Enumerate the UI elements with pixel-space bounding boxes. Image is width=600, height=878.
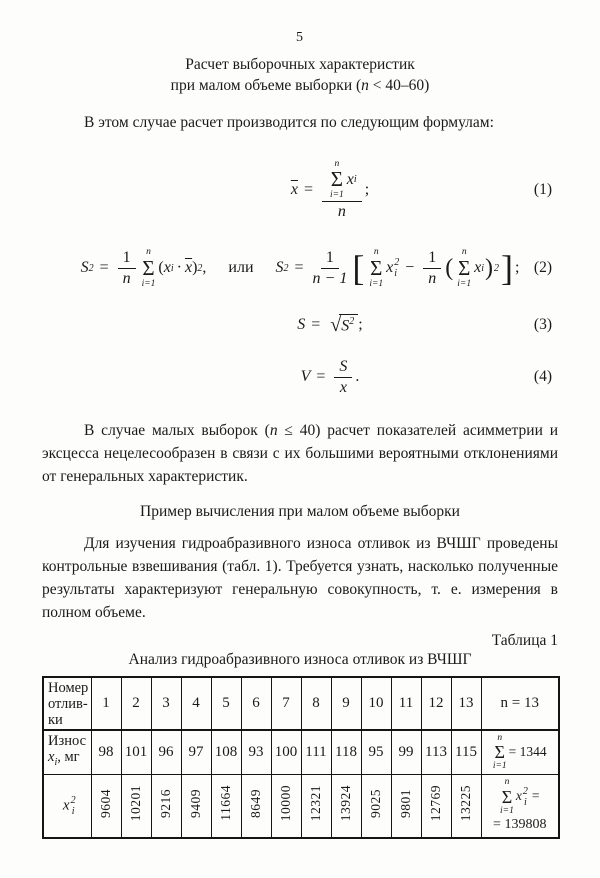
sum-lower-limit: i=1	[141, 278, 156, 289]
var-S: S	[297, 316, 306, 333]
paragraph-text-cont: ≤ 40) расчет показателей асимметрии и эксцесса нецелесообразен в связи с их большими вероятными отклонениями от генеральных характеристик.	[42, 422, 558, 485]
header-line: Номер	[48, 679, 89, 696]
var-x: x	[515, 788, 522, 804]
fraction-one-over-n-minus-1	[313, 249, 348, 288]
superscript-2: 2	[88, 262, 94, 274]
header-line: отлив-	[48, 695, 88, 712]
rotated-value: 12769	[428, 785, 443, 822]
title-text: при малом объеме выборки (	[170, 77, 362, 94]
paragraph-example: Для изучения гидроабразивного износа отливок из ВЧШГ проведены контрольные взвешивания (табл. 1). Требуется узнать, насколько полученные результаты характеризуют генеральную совокупность, т. е. измерения в полном объеме.	[42, 535, 558, 621]
var-S: S	[334, 358, 352, 378]
squared-sum-expression	[482, 777, 559, 816]
rotated-value: 9025	[368, 788, 383, 818]
sum-operator	[369, 247, 383, 289]
cell-casting-number: 5	[211, 677, 241, 730]
formula-variation-coeff	[42, 351, 558, 403]
cell-squared-value	[211, 774, 241, 838]
semicolon: ;	[514, 259, 520, 276]
subscript-i: i	[170, 262, 174, 274]
cell-wear-value: 95	[361, 730, 391, 774]
sum-lower-limit: i=1	[492, 761, 507, 772]
var-n: n	[337, 203, 346, 221]
table-row-casting-numbers	[43, 677, 559, 730]
cell-squared-value	[391, 774, 421, 838]
var-n: n	[122, 269, 131, 287]
cell-wear-value: 118	[331, 730, 361, 774]
equation-number-2: (2)	[533, 259, 552, 276]
sum-upper-limit: n	[334, 158, 340, 169]
cell-wear-value: 113	[421, 730, 451, 774]
cell-squared-value	[421, 774, 451, 838]
cell-casting-number: 13	[451, 677, 481, 730]
sigma-symbol: Σ	[330, 167, 343, 191]
cell-casting-number: 1	[91, 677, 121, 730]
subscript-i: i	[71, 805, 75, 817]
cell-squared-value	[271, 774, 301, 838]
row-header-squared	[43, 774, 91, 838]
rotated-value: 8649	[248, 788, 263, 818]
formula-variation-coeff-body	[301, 358, 360, 397]
open-paren: (	[158, 259, 164, 276]
squared-sum-value: = 139808	[493, 817, 547, 833]
fraction-S-over-x	[334, 358, 352, 397]
var-x: x	[474, 259, 482, 276]
rotated-value: 9604	[98, 788, 113, 818]
var-x: x	[163, 259, 171, 276]
minus-sign: −	[405, 259, 415, 276]
formula-mean	[42, 146, 558, 234]
rotated-value: 9409	[188, 788, 203, 818]
subscript-i: i	[353, 174, 357, 185]
equals-sign: =	[99, 259, 109, 276]
table-row-wear	[43, 730, 559, 774]
title-text-cont: < 40–60)	[368, 77, 430, 94]
cell-casting-number: 2	[121, 677, 151, 730]
wear-unit: , мг	[57, 749, 80, 766]
sum-upper-limit: n	[461, 247, 467, 258]
fraction-one-over-n	[423, 249, 441, 288]
n-minus-one: n − 1	[312, 269, 348, 287]
var-n: n	[269, 422, 278, 439]
rotated-value: 10201	[128, 785, 143, 822]
sigma-symbol: Σ	[370, 255, 383, 280]
page-content	[0, 54, 600, 839]
semicolon: ;	[358, 316, 363, 333]
cell-squared-value	[181, 774, 211, 838]
period: .	[355, 368, 360, 385]
cell-squared-sum	[481, 774, 559, 838]
wear-label: Износ	[48, 733, 87, 750]
cell-wear-value: 93	[241, 730, 271, 774]
equals-sign: =	[531, 788, 540, 804]
comma: ,	[202, 259, 207, 276]
fraction-numerator: 1	[118, 249, 136, 269]
cell-wear-value: 100	[271, 730, 301, 774]
sum-lower-limit: i=1	[500, 805, 514, 816]
paragraph-text: В случае малых выборок (	[84, 422, 270, 439]
rotated-value: 10000	[278, 785, 293, 822]
var-x-bar: $\overline{x}$	[290, 181, 298, 198]
cell-wear-sum	[481, 730, 559, 774]
formula-std-dev	[42, 308, 558, 342]
cell-casting-number: 10	[361, 677, 391, 730]
wear-sum-value: = 1344	[508, 743, 547, 759]
title-line-1: Расчет выборочных характеристик	[185, 56, 415, 73]
rotated-value: 9216	[158, 788, 173, 818]
cell-squared-value	[361, 774, 391, 838]
superscript-2: 2	[349, 316, 355, 328]
cell-squared-value	[151, 774, 181, 838]
wear-sum-expression	[482, 733, 559, 772]
superscript-2: 2	[283, 262, 289, 274]
table-row-squared	[43, 774, 559, 838]
formula-variance	[42, 239, 558, 297]
table-title: Анализ гидроабразивного износа отливок из ВЧШГ	[128, 651, 472, 668]
close-paren: )	[192, 259, 198, 276]
var-x: x	[386, 259, 394, 276]
subscript-i: i	[54, 757, 58, 769]
title-line-2	[42, 75, 558, 96]
wear-symbol	[48, 749, 91, 771]
var-x: x	[339, 378, 347, 396]
cell-casting-number: 7	[271, 677, 301, 730]
analysis-table	[42, 676, 560, 839]
cell-squared-value	[241, 774, 271, 838]
equation-number-1: (1)	[533, 181, 552, 198]
var-S: S	[275, 259, 284, 276]
rotated-value: 12321	[308, 785, 323, 822]
var-n: n	[361, 77, 369, 94]
cell-squared-value	[451, 774, 481, 838]
rotated-value: 9801	[398, 788, 413, 818]
cell-wear-value: 101	[121, 730, 151, 774]
cell-wear-value: 97	[181, 730, 211, 774]
sum-operator	[142, 247, 156, 289]
var-x: x	[48, 749, 55, 766]
superscript-2: 2	[70, 794, 76, 806]
rotated-value: 13225	[458, 785, 473, 822]
sum-upper-limit: n	[146, 247, 151, 258]
cell-wear-value: 99	[391, 730, 421, 774]
cell-wear-value: 98	[91, 730, 121, 774]
cell-casting-number: 12	[421, 677, 451, 730]
radicand	[339, 314, 358, 335]
cell-wear-value: 115	[451, 730, 481, 774]
superscript-2: 2	[522, 785, 528, 797]
fraction-numerator	[322, 159, 362, 203]
paragraph-intro: В этом случае расчет производится по следующим формулам:	[84, 114, 494, 131]
formula-mean-body	[291, 159, 369, 222]
cell-casting-number: 4	[181, 677, 211, 730]
row-header-casting-number	[43, 677, 91, 730]
var-x: x	[346, 170, 354, 188]
sum-lower-limit: i=1	[329, 190, 344, 200]
var-S: S	[341, 317, 350, 335]
var-V: V	[300, 368, 311, 385]
subscript-i: i	[394, 268, 398, 279]
sum-upper-limit: n	[504, 777, 510, 788]
fraction-numerator: 1	[423, 249, 441, 269]
example-section-heading: Пример вычисления при малом объеме выборки	[140, 503, 460, 520]
stacked-scripts	[71, 795, 76, 817]
formula-variance-body: S 2 = $\frac{1}{n}$ n Σ i=1 ( x i · $\overline{x}$ ) 2 , или S 2 = $\frac{1}{n - 1}$ [ n Σ i=1 x 2 i − $\frac{1}{n}$ ( n Σ i=1 x i ) 2 ] ;	[80, 247, 520, 289]
superscript-2: 2	[197, 262, 203, 274]
rotated-value: 11664	[218, 785, 233, 822]
equals-sign: =	[294, 259, 304, 276]
sum-lower-limit: i=1	[369, 278, 384, 289]
cell-squared-value	[301, 774, 331, 838]
semicolon: ;	[364, 181, 370, 198]
equals-sign: =	[316, 368, 326, 385]
or-word: или	[228, 259, 254, 276]
sigma-symbol: Σ	[494, 742, 505, 763]
sum-operator	[457, 247, 471, 289]
superscript-2: 2	[493, 262, 499, 274]
subscript-i: i	[481, 262, 484, 274]
cell-casting-number: 9	[331, 677, 361, 730]
cell-casting-number: 6	[241, 677, 271, 730]
equals-sign: =	[303, 181, 313, 198]
equation-number-3: (3)	[533, 316, 552, 333]
fraction-numerator: 1	[321, 249, 339, 269]
sum-upper-limit: n	[497, 732, 503, 743]
row-header-wear	[43, 730, 91, 774]
sum-lower-limit: i=1	[457, 278, 472, 289]
cell-wear-value: 111	[301, 730, 331, 774]
sigma-symbol: Σ	[501, 786, 513, 807]
sum-upper-limit: n	[373, 247, 379, 258]
cell-wear-value: 108	[211, 730, 241, 774]
table-label: Таблица 1	[491, 632, 558, 649]
subscript-i: i	[523, 796, 527, 808]
sum-operator	[493, 733, 507, 772]
cell-squared-value	[331, 774, 361, 838]
sum-operator	[500, 777, 514, 816]
cell-squared-value	[91, 774, 121, 838]
header-line: ки	[48, 711, 63, 728]
radical-sign: √	[330, 313, 342, 336]
cell-sample-size: n = 13	[481, 677, 559, 730]
var-n: n	[428, 269, 437, 287]
paragraph-small-samples	[42, 419, 558, 488]
var-x: x	[62, 797, 70, 814]
equals-sign: =	[311, 316, 321, 333]
sigma-symbol: Σ	[142, 255, 155, 280]
multiplication-dot: ·	[176, 259, 182, 276]
cell-casting-number: 3	[151, 677, 181, 730]
var-S: S	[80, 259, 89, 276]
formula-std-dev-body	[297, 314, 362, 337]
page-number: 5	[296, 30, 304, 45]
fraction	[322, 159, 362, 222]
equation-number-4: (4)	[533, 368, 552, 385]
cell-squared-value	[121, 774, 151, 838]
var-x-bar: $\overline{x}$	[184, 259, 193, 276]
superscript-2: 2	[394, 257, 400, 268]
cell-casting-number: 8	[301, 677, 331, 730]
doc-title	[42, 54, 558, 96]
cell-casting-number: 11	[391, 677, 421, 730]
cell-wear-value: 96	[151, 730, 181, 774]
fraction-one-over-n	[118, 249, 136, 288]
sum-operator	[330, 159, 344, 201]
sigma-symbol: Σ	[458, 255, 471, 280]
rotated-value: 13924	[338, 785, 353, 822]
